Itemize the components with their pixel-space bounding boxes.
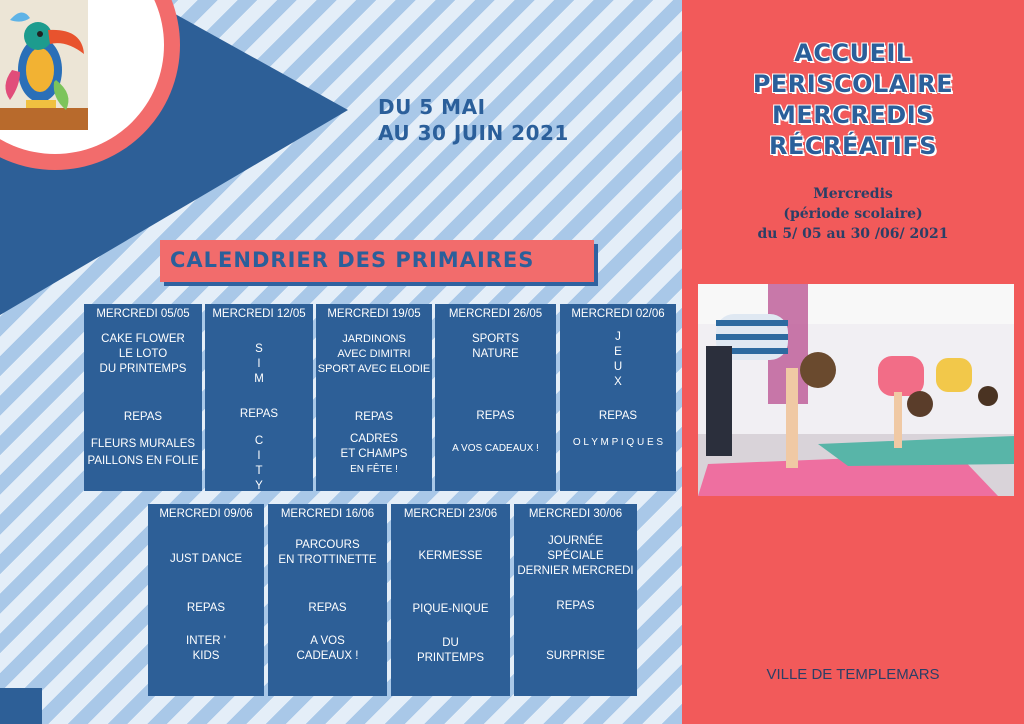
day-activity: J E U X	[613, 331, 623, 388]
day-card	[391, 504, 510, 696]
day-activity: A VOS CADEAUX !	[452, 443, 539, 454]
right-panel	[682, 0, 1024, 724]
day-activity: JUST DANCE	[170, 553, 242, 565]
day-activity: SURPRISE	[546, 650, 605, 662]
day-date: MERCREDI 19/05	[327, 308, 421, 320]
day-activity: FLEURS MURALES PAILLONS EN FOLIE	[87, 438, 199, 467]
day-date: MERCREDI 02/06	[571, 308, 665, 320]
day-activity: PARCOURS EN TROTTINETTE	[278, 539, 377, 566]
toucan-craft-photo	[0, 0, 88, 130]
day-card	[84, 304, 202, 491]
sidebar-subtitle	[682, 184, 1024, 244]
day-activity: JOURNÉE SPÉCIALE DERNIER MERCREDI	[517, 535, 634, 577]
day-activity: DU PRINTEMPS	[416, 637, 485, 664]
children-yoga-photo	[698, 284, 1014, 496]
day-activity: KERMESSE	[418, 550, 483, 562]
day-activity: CAKE FLOWER LE LOTO DU PRINTEMPS	[99, 333, 187, 375]
day-activity: CADRES ET CHAMPS	[340, 433, 408, 460]
day-date: MERCREDI 30/06	[528, 508, 623, 520]
day-date: MERCREDI 09/06	[159, 508, 253, 520]
day-card	[205, 304, 313, 491]
day-card	[560, 304, 676, 491]
day-meal: REPAS	[556, 600, 595, 612]
date-range-line1: DU 5 MAI	[378, 95, 486, 119]
day-card	[148, 504, 264, 696]
sidebar-title-line: PERISCOLAIRE	[752, 70, 954, 98]
calendar-title-banner	[160, 240, 594, 282]
day-date: MERCREDI 23/06	[403, 508, 498, 520]
day-meal: REPAS	[239, 408, 279, 420]
day-activity: EN FÊTE !	[350, 464, 398, 475]
sidebar-title-line: MERCREDIS	[772, 101, 934, 129]
day-card	[268, 504, 387, 696]
sidebar-subtitle-line: du 5/ 05 au 30 /06/ 2021	[757, 226, 949, 242]
date-range-line2: AU 30 JUIN 2021	[378, 121, 569, 145]
day-date: MERCREDI 26/05	[448, 308, 543, 320]
calendar-title: CALENDRIER DES PRIMAIRES	[170, 248, 535, 272]
sidebar-title-line: RÉCRÉATIFS	[768, 132, 938, 160]
day-meal: REPAS	[354, 411, 394, 423]
day-card	[514, 504, 637, 696]
day-date: MERCREDI 12/05	[212, 308, 306, 320]
day-meal: REPAS	[123, 411, 163, 423]
day-date: MERCREDI 16/06	[280, 508, 375, 520]
day-activity: INTER ' KIDS	[186, 635, 226, 662]
day-activity: C I T Y	[254, 435, 264, 492]
day-date: MERCREDI 05/05	[96, 308, 190, 320]
day-meal: REPAS	[186, 602, 226, 614]
day-meal: REPAS	[476, 410, 515, 422]
day-activity: O L Y M P I Q U E S	[572, 437, 664, 448]
day-card	[316, 304, 432, 491]
sidebar-subtitle-line: (période scolaire)	[783, 206, 923, 222]
day-meal: REPAS	[598, 410, 638, 422]
day-activity: SPORTS NATURE	[471, 333, 520, 360]
town-name: VILLE DE TEMPLEMARS	[766, 666, 940, 683]
decorative-square	[0, 688, 42, 724]
day-activity: A VOS CADEAUX !	[296, 635, 359, 662]
sidebar-subtitle-line: Mercredis	[813, 186, 893, 202]
date-range	[378, 94, 569, 146]
sidebar-title	[682, 38, 1024, 162]
day-meal: PIQUE-NIQUE	[412, 603, 489, 615]
day-meal: REPAS	[308, 602, 347, 614]
day-activity: JARDINONS AVEC DIMITRI SPORT AVEC ELODIE	[317, 333, 431, 375]
sidebar-title-line: ACCUEIL	[794, 39, 912, 67]
day-activity: S I M	[254, 343, 264, 385]
day-card	[435, 304, 556, 491]
